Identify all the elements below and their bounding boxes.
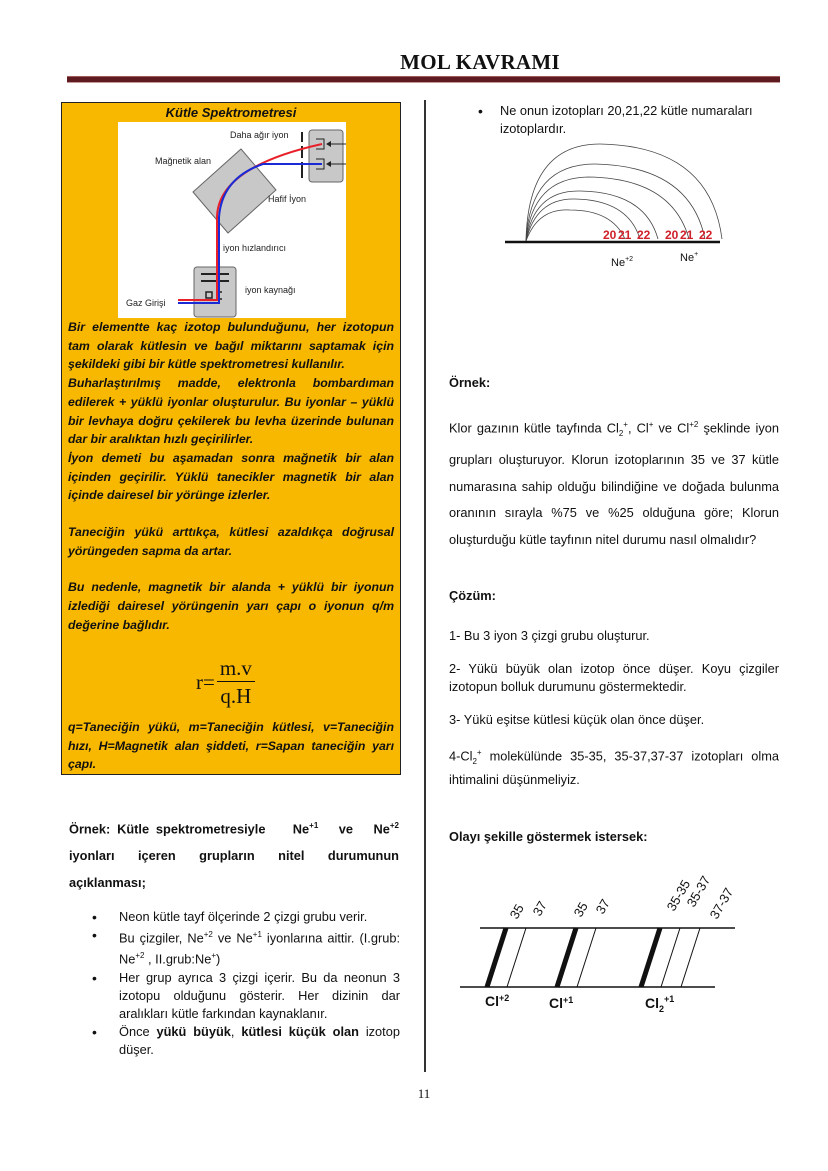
ne1-mass-20: 20 [665, 228, 679, 242]
ne1-mass-21: 21 [680, 228, 694, 242]
mass-spectrometer-box [61, 102, 401, 775]
accelerator-label: iyon hızlandırıcı [223, 243, 287, 253]
cl1plus-35: 35 [570, 899, 591, 920]
cl1plus-label: $Cl^{+1}$ [549, 995, 574, 1011]
cl1plus-37: 37 [592, 896, 613, 917]
light-ion-label: Hafif İyon [268, 194, 307, 204]
ne2-mass-20: 20 [603, 228, 617, 242]
radius-formula [196, 655, 255, 710]
page-number: 11 [417, 1086, 431, 1101]
cl2plus-37: 37 [529, 898, 550, 919]
solution-step-3: 3- Yükü eşitse kütlesi küçük olan önce düşer. [449, 712, 705, 727]
magnetic-field-label: Mağnetik alan [155, 156, 212, 166]
cl2-35-35: 35-35 [663, 877, 694, 914]
ion-source-label: iyon kaynağı [245, 285, 296, 295]
solution-step-1: 1- Bu 3 iyon 3 çizgi grubu oluşturur. [449, 628, 650, 643]
cl2plus-35: 35 [506, 901, 527, 922]
chlorine-spectrum-figure [460, 860, 760, 1030]
show-with-figure-label: Olayı şekille göstermek istersek: [449, 829, 648, 844]
paragraph-isotope-purpose: Bir elementte kaç izotop bulunduğunu, her izotopun tam olarak kütlesin ve bağıl miktarını saptamak için şekildeki gibi bir kütle spektrometresi kullanılır. [68, 320, 394, 372]
paragraph-deflection: Taneciğin yükü arttıkça, kütlesi azaldıkça doğrusal yörüngeden sapma da artar. [68, 525, 394, 558]
neon-isotope-arcs-figure [490, 140, 730, 275]
list-item: • Bu çizgiler, $Ne^{+2}$ ve $Ne^{+1}$ iyonlarına aittir. (I.grub: $Ne^{+2}$ , II.grub:Ne+) [92, 926, 400, 969]
box-title: Kütle Spektrometresi [165, 105, 297, 120]
neon-isotopes-bullet: • Ne onun izotopları 20,21,22 kütle numaraları izotoplardır. [478, 102, 780, 138]
neon-example-heading: Örnek: Kütle spektrometresiyle $Ne^{+1}$ ve $Ne^{+2}$ iyonları içeren grupların nitel durumunun açıklanması; [69, 821, 399, 891]
cl2-37-37: 37-37 [706, 885, 737, 922]
title-rule [67, 76, 780, 83]
mass-spectrometer-figure [118, 122, 346, 318]
list-item: • Her grup ayrıca 3 çizgi içerir. Bu da neonun 3 izotopu olduğunu gösterir. Her dizinin dar aralıkları kütle farkından kaynaklanır. [92, 969, 400, 1023]
ne1-label: Ne+ [680, 251, 699, 264]
paragraph-ionization: Buharlaştırılmış madde, elektronla bombardıman edilerek + yüklü iyonlar oluşturulur. Bu iyonlar – yüklü bir levhaya doğru çekilerek bu levha üzerinde bulunan dar bir aralıktan hızlı geçirilirler. [68, 376, 394, 447]
formula-numerator: m.v [217, 655, 255, 682]
paragraph-magnetic-field: İyon demeti bu aşamadan sonra mağnetik bir alan içinden geçirilir. Yüklü tanecikler magnetik bir alan içinde dairesel bir yörünge izlerler. [68, 450, 394, 503]
solution-label: Çözüm: [449, 588, 496, 603]
list-item: • Neon kütle tayf ölçerinde 2 çizgi grubu verir. [92, 908, 400, 926]
ne2-mass-21: 21 [618, 228, 632, 242]
paragraph-radius: Bu nedenle, magnetik bir alanda + yüklü bir iyonun izlediği dairesel yörüngenin yarı çapı o iyonun q/m değerine bağlıdır. [68, 580, 394, 632]
cl2-35-37: 35-37 [683, 873, 714, 910]
chlorine-example-text: Klor gazının kütle tayfında $Cl_2^+$, Cl+ ve $Cl^{+2}$ şeklinde iyon grupları oluşturuyor. Klorun izotoplarının 35 ve 37 kütle numarasına sahip olduğu bilindiğine ve doğada bulunma oranının sırayla %75 ve %25 olduğuna göre; Klorun oluşturduğu kütle tayfının nitel durumu nasıl olmalıdır? [449, 420, 779, 547]
formula-lhs: r= [196, 670, 215, 694]
heavy-ion-label: Daha ağır iyon [230, 130, 289, 140]
ne1-mass-22: 22 [699, 228, 713, 242]
cl2plus-label: $Cl^{+2}$ [485, 993, 510, 1009]
page-title: MOL KAVRAMI [400, 50, 560, 74]
solution-step-4: $4-Cl_2^+$ molekülünde 35-35, 35-37,37-37 izotopları olma ihtimalini düşünmeliyiz. [449, 748, 779, 787]
gas-inlet-label: Gaz Girişi [126, 298, 166, 308]
neon-bullet-list [92, 908, 400, 1059]
list-item: • Önce yükü büyük, kütlesi küçük olan izotop düşer. [92, 1023, 400, 1059]
ne2-mass-22: 22 [637, 228, 651, 242]
example-label: Örnek: [449, 375, 491, 390]
solution-step-2: 2- Yükü büyük olan izotop önce düşer. Koyu çizgiler izotopun bolluk durumunu göstermektedir. [449, 661, 779, 694]
formula-legend: q=Taneciğin yükü, m=Taneciğin kütlesi, v=Taneciğin hızı, H=Magnetik alan şiddeti, r=Sapan taneciğin yarı çapı. [68, 720, 394, 772]
cl2-molecule-label: $Cl_2^{+1}$ [645, 994, 675, 1014]
ne2-label: $Ne^{+2}$ [611, 256, 634, 269]
box-description [68, 318, 394, 635]
formula-denominator: q.H [220, 684, 252, 708]
column-divider [424, 100, 426, 1072]
